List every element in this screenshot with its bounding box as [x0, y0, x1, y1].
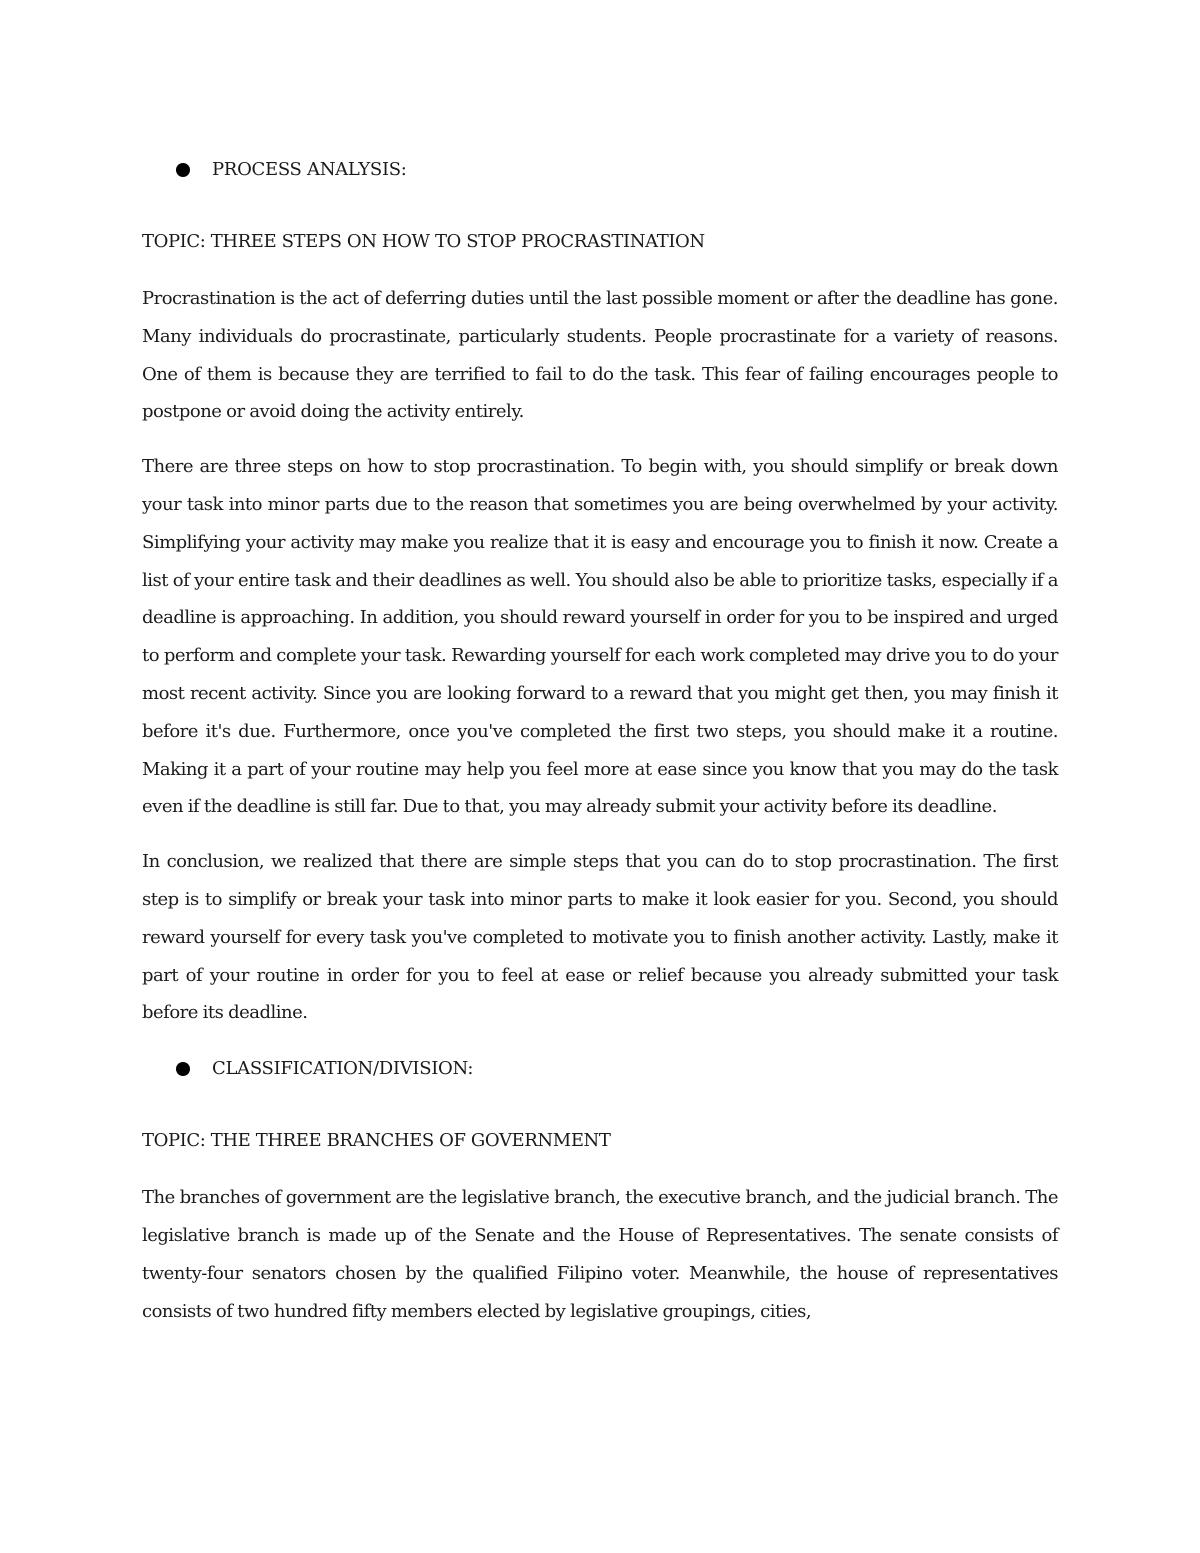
document-page	[142, 152, 1058, 1330]
paragraph: In conclusion, we realized that there are simple steps that you can do to stop procrastination. The first step is to simplify or break your task into minor parts to make it look easier for you. Second, you should reward yourself for every task you've completed to motivate you to finish another activity. Lastly, make it part of your routine in order for you to feel at ease or relief because you already submitted your task before its deadline.	[142, 851, 1058, 1024]
section-heading-text: CLASSIFICATION/DIVISION:	[212, 1058, 474, 1080]
paragraph: There are three steps on how to stop procrastination. To begin with, you should simplify or break down your task into minor parts due to the reason that sometimes you are being overwhelmed by your activity. Simplifying your activity may make you realize that it is easy and encourage you to finish it now. Create a list of your entire task and their deadlines as well. You should also be able to prioritize tasks, especially if a deadline is approaching. In addition, you should reward yourself in order for you to be inspired and urged to perform and complete your task. Rewarding yourself for each work completed may drive you to do your most recent activity. Since you are looking forward to a reward that you might get then, you may finish it before it's due. Furthermore, once you've completed the first two steps, you should make it a routine. Making it a part of your routine may help you feel more at ease since you know that you may do the task even if the deadline is still far. Due to that, you may already submit your activity before its deadline.	[142, 456, 1058, 818]
section-heading-process-analysis	[142, 152, 1058, 188]
section-heading-text: PROCESS ANALYSIS:	[212, 159, 407, 180]
paragraph: The branches of government are the legislative branch, the executive branch, and the judicial branch. The legislative branch is made up of the Senate and the House of Representatives. The senate consists of twenty-four senators chosen by the qualified Filipino voter. Meanwhile, the house of representatives consists of two hundred fifty members elected by legislative groupings, cities,	[142, 1187, 1058, 1322]
topic-line: TOPIC: THE THREE BRANCHES OF GOVERNMENT	[142, 1130, 611, 1152]
topic-line: TOPIC: THREE STEPS ON HOW TO STOP PROCRASTINATION	[142, 231, 705, 252]
bullet-icon	[176, 1062, 190, 1076]
paragraph: Procrastination is the act of deferring duties until the last possible moment or after the deadline has gone. Many individuals do procrastinate, particularly students. People procrastinate for a variety of reasons. One of them is because they are terrified to fail to do the task. This fear of failing encourages people to postpone or avoid doing the activity entirely.	[142, 288, 1058, 423]
bullet-icon	[176, 163, 190, 177]
section-heading-classification	[142, 1051, 1058, 1087]
